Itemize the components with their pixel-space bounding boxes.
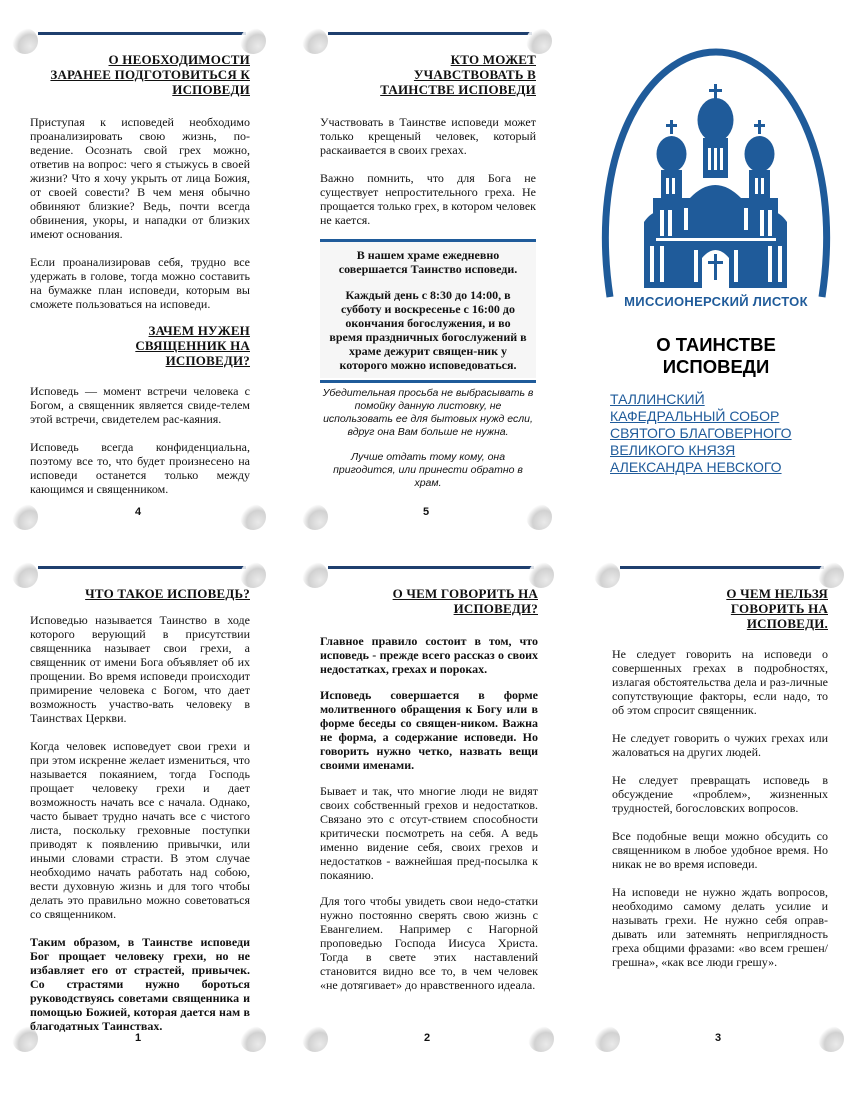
panel-top-rule [328, 566, 534, 569]
paragraph-emphasis: Исповедь совершается в форме молитвенного обращения к Богу или в форме беседы со священ-ником. Важна не форма, а содержание исповеди. Но говорить нужно четко, назвать вещи своими именами. [320, 688, 538, 772]
paragraph-emphasis: Главное правило состоит в том, что исповедь - прежде всего рассказ о своих недостатках, грехах и пороках. [320, 634, 538, 676]
paragraph: Исповедь — момент встречи человека с Богом, а священник является свиде-телем этой встречи, свидетелем рас-каяния. [30, 384, 250, 426]
page-number: 3 [714, 1032, 722, 1044]
leaflet-note-return: Лучше отдать тому кому, она пригодится, или принести обратно в храм. [333, 451, 523, 489]
heading-prepare: О НЕОБХОДИМОСТИ ЗАРАНЕЕ ПОДГОТОВИТЬСЯ К ИСПОВЕДИ [50, 52, 250, 97]
panel-top-rule [38, 566, 246, 569]
paragraph: Приступая к исповедей необходимо проанализировать свою жизнь, по-ведение. Осознать свой грех можно, ответив на вопрос: чего я стыжусь в своей жизни? Что я хочу укрыть от лица Божия, от своей совести? В чем меня обычно обвиняют близкие? Ведь, почти всегда обвинения, укоры, и нападки от близких имеют основания. [30, 115, 250, 241]
paragraph: Участвовать в Таинстве исповеди может только крещеный человек, который раскаивается в своих грехах. [320, 115, 536, 157]
paragraph: Когда человек исповедует свои грехи и при этом искренне желает измениться, что называется покаянием, тогда Господь прощает человеку грехи и дает возможность начать все с начала. Однако, часто бывает трудно начать все с чистого листа, поскольку греховные поступки приводят к появлению привычки, или иными словами страсти. В этом случае необходимо начать работать над собою, вести духовную жизнь и для того чтобы делать это правильно можно советоваться со священником. [30, 739, 250, 921]
page-number: 5 [422, 506, 430, 518]
church-name-line: ТАЛЛИНСКИЙ [610, 391, 705, 407]
paragraph: Не следует превращать исповедь в обсуждение «проблем», жизненных трудностей, богословских вопросов. [612, 773, 828, 815]
paragraph: Бывает и так, что многие люди не видят своих собственный грехов и недостатков. Связано это с отсут-ствием способности критически посмотреть на себя. А ведь именно видение себя, своих грехов и недостатков - важнейшая пред-посылка к покаянию. [320, 784, 538, 882]
heading-what-is-confession: ЧТО ТАКОЕ ИСПОВЕДЬ? [85, 586, 250, 601]
church-name-block [610, 391, 830, 476]
page-number: 1 [134, 1032, 142, 1044]
church-name-line: ВЕЛИКОГО КНЯЗЯ [610, 442, 736, 458]
paragraph: Не следует говорить на исповеди о совершенных грехах в подробностях, излагая обстоятельства дела и раз-личные сопутствующие факторы, если надо, то об этом спросит священник. [612, 647, 828, 717]
panel-top-rule [328, 32, 532, 35]
church-name-line: КАФЕДРАЛЬНЫЙ СОБОР [610, 408, 780, 424]
heading-what-to-say: О ЧЕМ ГОВОРИТЬ НА ИСПОВЕДИ? [392, 586, 538, 616]
heading-why-priest: ЗАЧЕМ НУЖЕН СВЯЩЕННИК НА ИСПОВЕДИ? [135, 323, 250, 368]
paragraph-emphasis: Таким образом, в Таинстве исповеди Бог прощает человеку грехи, но не избавляет его от страстей, привычек. Со страстями нужно бороться руководствуясь советами священника и помощью Божией, которая дается нам в благодатных Таинствах. [30, 935, 250, 1033]
church-name-line: СВЯТОГО БЛАГОВЕРНОГО [610, 425, 792, 441]
cover-panel [598, 32, 834, 524]
church-logo [598, 32, 834, 322]
leaflet-note: Убедительная просьба не выбрасывать в помойку данную листовку, не использовать ее для бытовых нужд если, вдруг она Вам больше не нужна. [322, 387, 534, 438]
heading-what-not-to-say: О ЧЕМ НЕЛЬЗЯ ГОВОРИТЬ НА ИСПОВЕДИ. [726, 586, 828, 631]
paragraph: Важно помнить, что для Бога не существует непростительного греха. Не прощается только грех, в котором человек не кается. [320, 171, 536, 227]
leaflet-label: МИССИОНЕРСКИЙ ЛИСТОК [624, 294, 808, 309]
panel-top-rule [620, 566, 824, 569]
church-name-line: АЛЕКСАНДРА НЕВСКОГО [610, 459, 782, 475]
panel-page-5 [312, 32, 540, 524]
panel-page-3 [604, 566, 832, 1046]
panel-page-1 [22, 566, 254, 1046]
paragraph: Не следует говорить о чужих грехах или жаловаться на других людей. [612, 731, 828, 759]
paragraph: Исповедью называется Таинство в ходе которого верующий в присутствии священника называет свои грехи, а священник от имени Бога объявляет об их прощении. Во время исповеди происходит примирение человека с Богом, что дает возможность участво-вать человеку в Таинствах Церкви. [30, 613, 250, 725]
schedule-box [320, 239, 536, 378]
page-number: 4 [134, 506, 142, 518]
panel-top-rule [38, 32, 246, 35]
paragraph: На исповеди не нужно ждать вопросов, необходимо самому делать усилие и называть грехи. Не нужно себя оправ-дывать или затемнять неприглядность греха общими фразами: «во всем грешен/грешна», «как все люди грешу». [612, 885, 828, 969]
schedule-intro: В нашем храме ежедневно совершается Таинство исповеди. [338, 248, 518, 276]
heading-who-can: КТО МОЖЕТ УЧАВСТВОВАТЬ В ТАИНСТВЕ ИСПОВЕДИ [380, 52, 536, 97]
leaflet-title: О ТАИНСТВЕ ИСПОВЕДИ [656, 334, 776, 377]
page-number: 2 [423, 1032, 431, 1044]
paragraph: Если проанализировав себя, трудно все удержать в голове, тогда можно составить на бумажке план исповеди, которым вы сможете пользоваться на исповеди. [30, 255, 250, 311]
schedule-hours: Каждый день с 8:30 до 14:00, в субботу и воскресенье с 16:00 до окончания богослужения, и во время праздничных богослужений в храме дежурит священ-ник у которого можно исповедоваться. [329, 288, 527, 372]
paragraph: Для того чтобы увидеть свои недо-статки нужно постоянно сверять свою жизнь с Евангелием. Например с Нагорной проповедью Господа Иисуса Христа. Тогда в свете этих наставлений становится видно все то, в чем человек «не дотягивает» до нравственного идеала. [320, 894, 538, 992]
paragraph: Исповедь всегда конфиденциальна, поэтому все то, что будет произнесено на исповеди останется только между кающимся и священником. [30, 440, 250, 496]
panel-page-2 [312, 566, 542, 1046]
panel-page-4 [22, 32, 254, 524]
paragraph: Все подобные вещи можно обсудить со священником в любое удобное время. Но никак не во время исповеди. [612, 829, 828, 871]
